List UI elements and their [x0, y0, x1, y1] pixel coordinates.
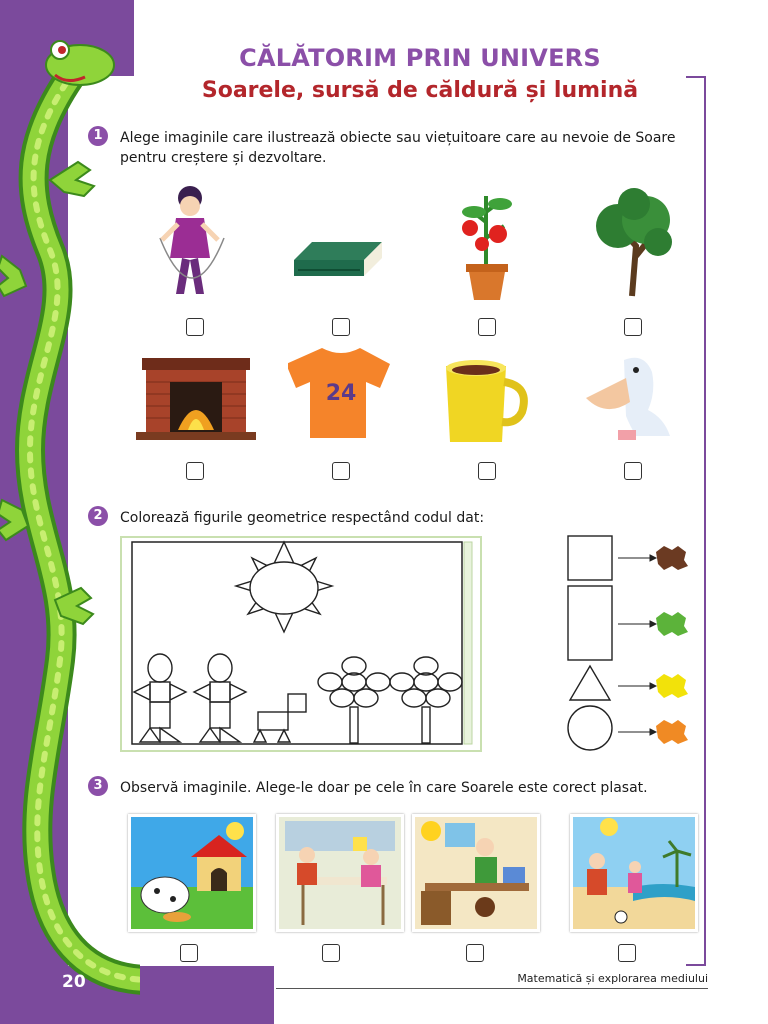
exercise-3-number: 3 — [88, 776, 108, 796]
checkbox-photo-4[interactable] — [618, 944, 636, 962]
checkbox-item-2[interactable] — [332, 318, 350, 336]
key-circle — [568, 706, 612, 750]
page-number: 20 — [62, 972, 86, 992]
yellow-swatch — [656, 674, 688, 698]
exercise-3-instruction: Observă imaginile. Alege-le doar pe cele în care Soarele este corect plasat. — [120, 780, 648, 796]
tomato-plant-icon — [452, 182, 522, 304]
photo-kitchen — [276, 814, 404, 932]
exercise-1-number: 1 — [88, 126, 108, 146]
footer-book-title: Matematică și explorarea mediului — [517, 972, 708, 985]
checkbox-photo-2[interactable] — [322, 944, 340, 962]
pelican-icon — [584, 352, 680, 448]
girl-jump-rope-icon — [152, 180, 232, 304]
orange-swatch — [656, 720, 688, 744]
beach-scene-icon — [573, 817, 695, 929]
exercise-2-number: 2 — [88, 506, 108, 526]
checkbox-item-3[interactable] — [478, 318, 496, 336]
checkbox-item-4[interactable] — [624, 318, 642, 336]
checkbox-item-1[interactable] — [186, 318, 204, 336]
classroom-scene-icon — [415, 817, 537, 929]
tshirt-label: 24 — [325, 381, 357, 406]
photo-classroom — [412, 814, 540, 932]
page-title: CĂLĂTORIM PRIN UNIVERS — [239, 44, 601, 72]
mug-icon — [440, 356, 532, 450]
page-subtitle: Soarele, sursă de căldură și lumină — [201, 78, 639, 103]
checkbox-photo-3[interactable] — [466, 944, 484, 962]
checkbox-item-7[interactable] — [478, 462, 496, 480]
checkbox-item-6[interactable] — [332, 462, 350, 480]
tshirt-icon — [288, 344, 394, 442]
color-key — [560, 530, 694, 756]
checkbox-item-8[interactable] — [624, 462, 642, 480]
exercise-1-instruction: Alege imaginile care ilustrează obiecte sau viețuitoare care au nevoie de Soare pentru creștere și dezvoltare. — [120, 130, 676, 166]
photo-beach — [570, 814, 698, 932]
dog-house-scene-icon — [131, 817, 253, 929]
kitchen-scene-icon — [279, 817, 401, 929]
fireplace-icon — [132, 352, 256, 444]
brown-swatch — [656, 546, 688, 570]
exercise-2-instruction: Colorează figurile geometrice respectând codul dat: — [120, 510, 485, 526]
checkbox-item-5[interactable] — [186, 462, 204, 480]
key-square — [568, 536, 612, 580]
key-triangle — [570, 666, 610, 700]
footer-divider — [276, 988, 708, 989]
key-rectangle — [568, 586, 612, 660]
geometric-drawing — [120, 536, 482, 752]
photo-dog-house — [128, 814, 256, 932]
book-icon — [290, 236, 386, 290]
checkbox-photo-1[interactable] — [180, 944, 198, 962]
snake-icon — [0, 20, 140, 1020]
green-swatch — [656, 612, 688, 636]
tree-icon — [588, 186, 680, 302]
